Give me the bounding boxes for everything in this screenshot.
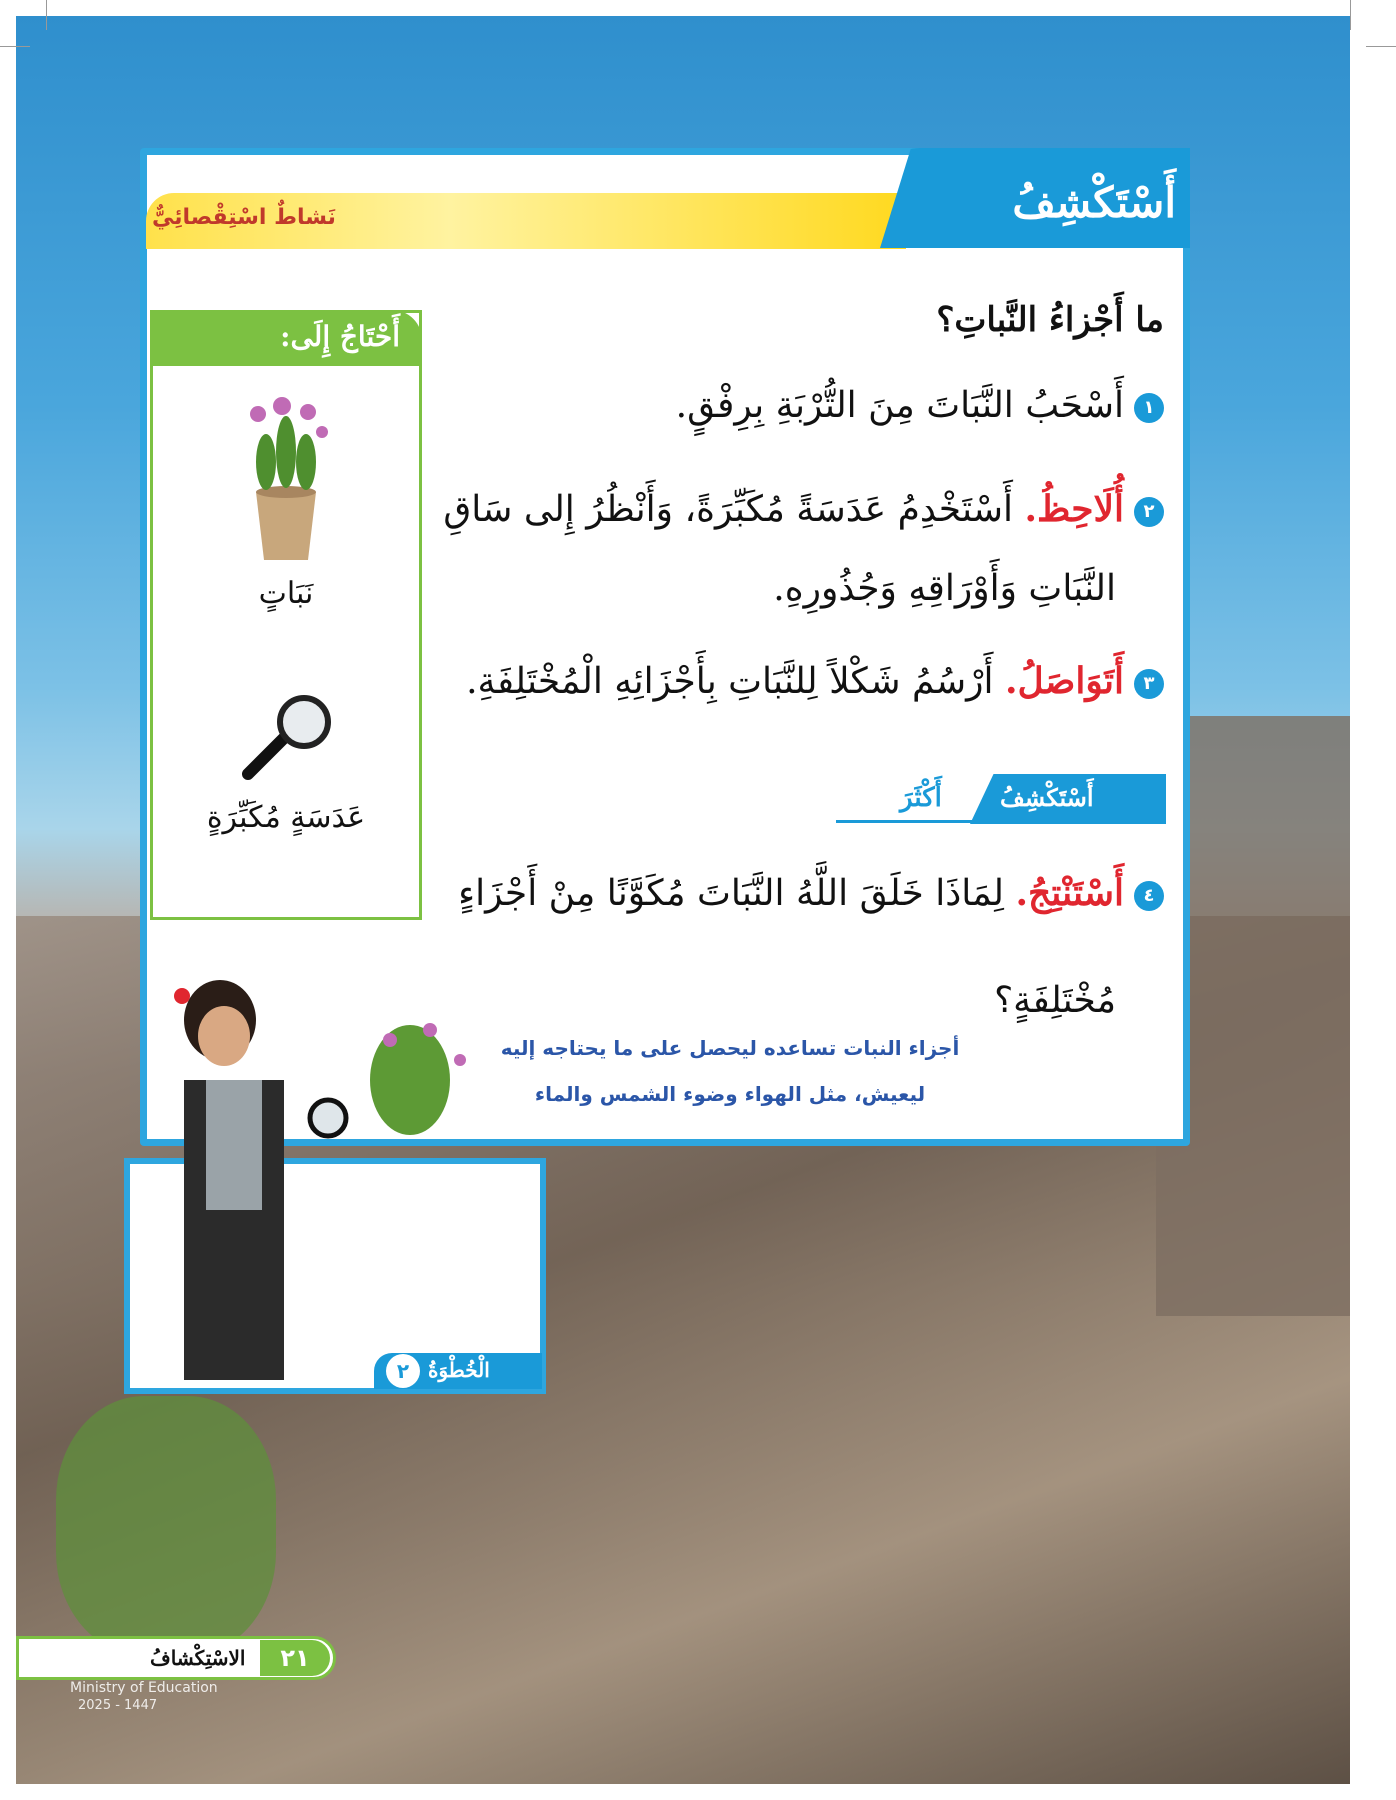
handwritten-answer	[470, 1025, 990, 1117]
crop-mark	[46, 0, 47, 30]
step-2-continued: النَّبَاتِ وَأَوْرَاقِهِ وَجُذُورِهِ.	[773, 568, 1116, 609]
step-3	[466, 660, 1164, 702]
activity-type-label: نَشاطٌ اسْتِقْصائِيٌّ	[152, 205, 336, 230]
step-text: أَسْحَبُ النَّبَاتَ مِنَ التُّرْبَةِ بِرِفْقٍ.	[675, 385, 1124, 426]
skill-label: أَتَوَاصَلُ.	[1005, 660, 1124, 702]
materials-title: أَحْتَاجُ إِلَى:	[280, 320, 400, 353]
step-badge-number: ٢	[386, 1354, 420, 1388]
answer-line: ليعيش، مثل الهواء وضوء الشمس والماء	[534, 1082, 926, 1106]
step-4-continued: مُخْتَلِفَةٍ؟	[994, 980, 1116, 1021]
explore-more-label: أَسْتَكْشِفُ	[1000, 783, 1094, 812]
step-text: أَسْتَخْدِمُ عَدَسَةً مُكَبِّرَةً، وَأَنْظُرُ إِلى سَاقِ	[443, 489, 1014, 530]
item-label-plant: نَبَاتٍ	[258, 576, 314, 611]
step-text: أَرْسُمُ شَكْلاً لِلنَّبَاتِ بِأَجْزَائِهِ الْمُخْتَلِفَةِ.	[466, 661, 994, 702]
girl-with-magnifier-photo	[160, 970, 540, 1390]
step-number: ٤	[1134, 881, 1164, 911]
step-number: ٣	[1134, 669, 1164, 699]
step-text: لِمَاذَا خَلَقَ اللَّهُ النَّبَاتَ مُكَوَّنًا مِنْ أَجْزَاءٍ	[458, 873, 1005, 914]
step-4	[458, 872, 1164, 914]
crop-mark	[1366, 46, 1396, 47]
crop-mark	[0, 46, 30, 47]
step-number: ١	[1134, 393, 1164, 423]
step-2	[443, 488, 1164, 530]
explore-more-underline	[836, 820, 1166, 823]
bush	[56, 1396, 276, 1656]
potted-plant-icon	[236, 392, 336, 562]
page-number: ٢١	[260, 1640, 330, 1676]
step-1	[676, 385, 1164, 426]
section-title: أَسْتَكْشِفُ	[1012, 178, 1176, 227]
skill-label: أُلَاحِظُ.	[1024, 488, 1124, 530]
magnifier-icon	[228, 690, 338, 790]
answer-line: أجزاء النبات تساعده ليحصل على ما يحتاجه إليه	[500, 1036, 960, 1060]
crop-mark	[1350, 0, 1351, 30]
explore-more-word: أَكْثَرَ	[900, 783, 942, 813]
item-label-magnifier: عَدَسَةٍ مُكَبِّرَةٍ	[206, 800, 366, 835]
step-number: ٢	[1134, 497, 1164, 527]
year-watermark: 2025 - 1447	[78, 1698, 158, 1713]
question-heading: ما أَجْزاءُ النَّباتِ؟	[936, 300, 1164, 340]
step-badge-label: الْخُطْوَةُ	[428, 1358, 490, 1382]
skill-label: أَسْتَنْتِجُ.	[1015, 872, 1124, 914]
footer-section-label: الاسْتِكْشافُ	[150, 1646, 246, 1670]
ministry-watermark: Ministry of Education	[70, 1680, 218, 1696]
